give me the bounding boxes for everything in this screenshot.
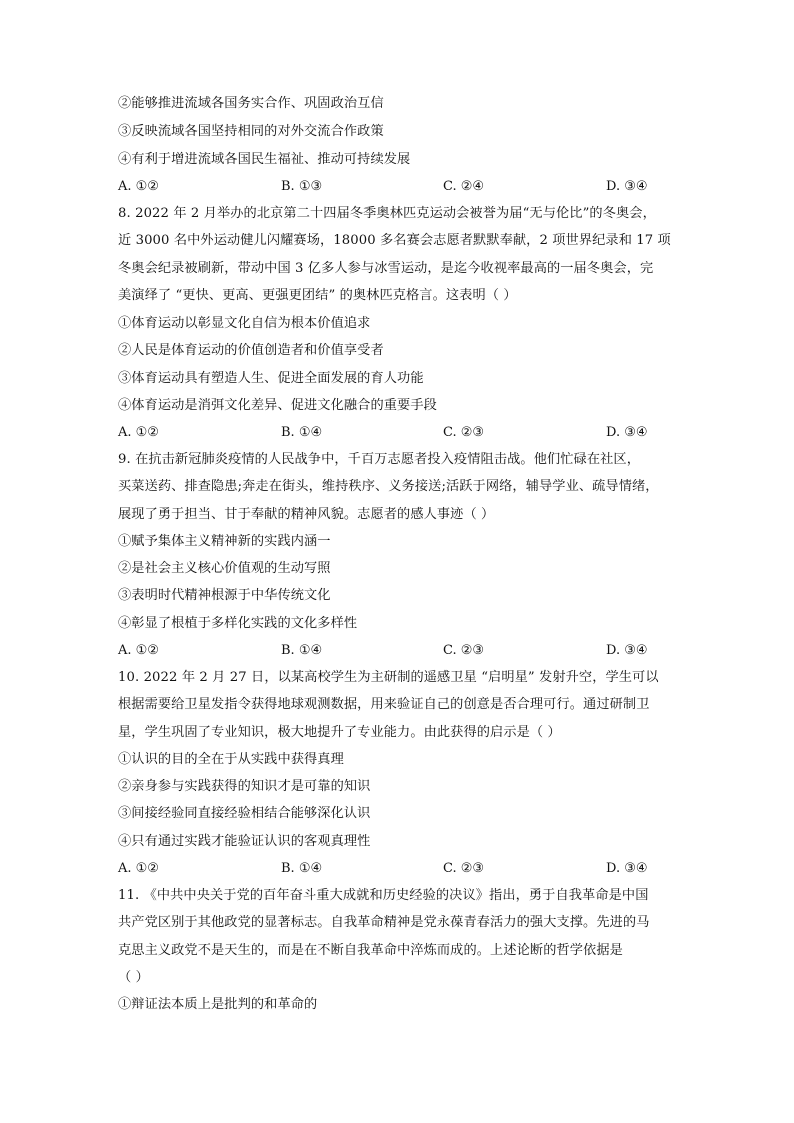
q11-stem-line: 共产党区别于其他政党的显著标志。自我革命精神是党永葆青春活力的强大支撑。先进的马 — [118, 915, 650, 930]
q7-option-d[interactable]: D. ③④ — [606, 179, 648, 194]
q10-choice-2: ②亲身参与实践获得的知识才是可靠的知识 — [118, 779, 371, 794]
q10-choice-3: ③间接经验同直接经验相结合能够深化认识 — [118, 806, 371, 821]
q7-choice-4: ④有利于增进流域各国民生福祉、推动可持续发展 — [118, 152, 411, 167]
q9-option-c[interactable]: C. ②③ — [443, 643, 485, 658]
q9-choice-4: ④彰显了根植于多样化实践的文化多样性 — [118, 616, 358, 631]
q9-stem-line: 展现了勇于担当、甘于奉献的精神风貌。志愿者的感人事迹（ ） — [118, 507, 495, 522]
q10-option-d[interactable]: D. ③④ — [606, 861, 648, 876]
q8-stem-line: 冬奥会纪录被刷新，带动中国 3 亿多人参与冰雪运动，是迄今收视率最高的一届冬奥会，完 — [118, 261, 654, 276]
q8-option-d[interactable]: D. ③④ — [606, 425, 648, 440]
q9-option-b[interactable]: B. ①④ — [281, 643, 323, 658]
q9-option-a[interactable]: A. ①② — [118, 643, 159, 658]
q7-choice-3: ③反映流域各国坚持相同的对外交流合作政策 — [118, 124, 384, 139]
q10-option-b[interactable]: B. ①④ — [281, 861, 323, 876]
q8-choice-1: ①体育运动以彰显文化自信为根本价值追求 — [118, 316, 371, 331]
q11-stem-line: 克思主义政党不是天生的，而是在不断自我革命中淬炼而成的。上述论断的哲学依据是 — [118, 943, 623, 958]
q10-stem-line: 10. 2022 年 2 月 27 日，以某高校学生为主研制的遥感卫星 “启明星” 发射升空，学生可以 — [118, 670, 659, 685]
q8-choice-4: ④体育运动是消弭文化差异、促进文化融合的重要手段 — [118, 398, 437, 413]
q9-choice-3: ③表明时代精神根源于中华传统文化 — [118, 588, 331, 603]
q8-stem-line: 近 3000 名中外运动健儿闪耀赛场，18000 多名赛会志愿者默默奉献，2 项世界纪录和 17 项 — [118, 233, 671, 248]
q10-option-a[interactable]: A. ①② — [118, 861, 159, 876]
q9-stem-line: 买菜送药、排查隐患;奔走在街头，维持秩序、义务接送;活跃于网络，辅导学业、疏导情绪， — [118, 479, 659, 494]
q8-option-b[interactable]: B. ①④ — [281, 425, 323, 440]
q10-option-c[interactable]: C. ②③ — [443, 861, 485, 876]
q10-choice-4: ④只有通过实践才能验证认识的客观真理性 — [118, 834, 371, 849]
q11-stem-line: （ ） — [118, 970, 149, 985]
q8-choice-2: ②人民是体育运动的价值创造者和价值享受者 — [118, 343, 384, 358]
q8-stem-line: 8. 2022 年 2 月举办的北京第二十四届冬季奥林匹克运动会被誉为届“无与伦比”的冬奥会， — [118, 206, 656, 221]
q7-option-b[interactable]: B. ①③ — [281, 179, 323, 194]
q8-option-a[interactable]: A. ①② — [118, 425, 159, 440]
q10-choice-1: ①认识的目的全在于从实践中获得真理 — [118, 752, 344, 767]
q10-stem-line: 星，学生巩固了专业知识，极大地提升了专业能力。由此获得的启示是（ ） — [118, 725, 561, 740]
q9-option-d[interactable]: D. ③④ — [606, 643, 648, 658]
q8-choice-3: ③体育运动具有塑造人生、促进全面发展的育人功能 — [118, 371, 424, 386]
q9-choice-1: ①赋予集体主义精神新的实践内涵一 — [118, 534, 331, 549]
q7-option-c[interactable]: C. ②④ — [443, 179, 485, 194]
q7-choice-2: ②能够推进流域各国务实合作、巩固政治互信 — [118, 96, 384, 111]
q7-option-a[interactable]: A. ①② — [118, 179, 159, 194]
q8-stem-line: 美演绎了 “更快、更高、更强更团结” 的奥林匹克格言。这表明（ ） — [118, 288, 517, 303]
q8-option-c[interactable]: C. ②③ — [443, 425, 485, 440]
q9-stem-line: 9. 在抗击新冠肺炎疫情的人民战争中，千百万志愿者投入疫情阻击战。他们忙碌在社区， — [118, 452, 640, 467]
q9-choice-2: ②是社会主义核心价值观的生动写照 — [118, 561, 331, 576]
q11-stem-line: 11. 《中共中央关于党的百年奋斗重大成就和历史经验的决议》指出，勇于自我革命是中国 — [118, 888, 649, 903]
q10-stem-line: 根据需要给卫星发指令获得地球观测数据，用来验证自己的创意是否合理可行。通过研制卫 — [118, 697, 650, 712]
q11-choice-1: ①辩证法本质上是批判的和革命的 — [118, 997, 318, 1012]
